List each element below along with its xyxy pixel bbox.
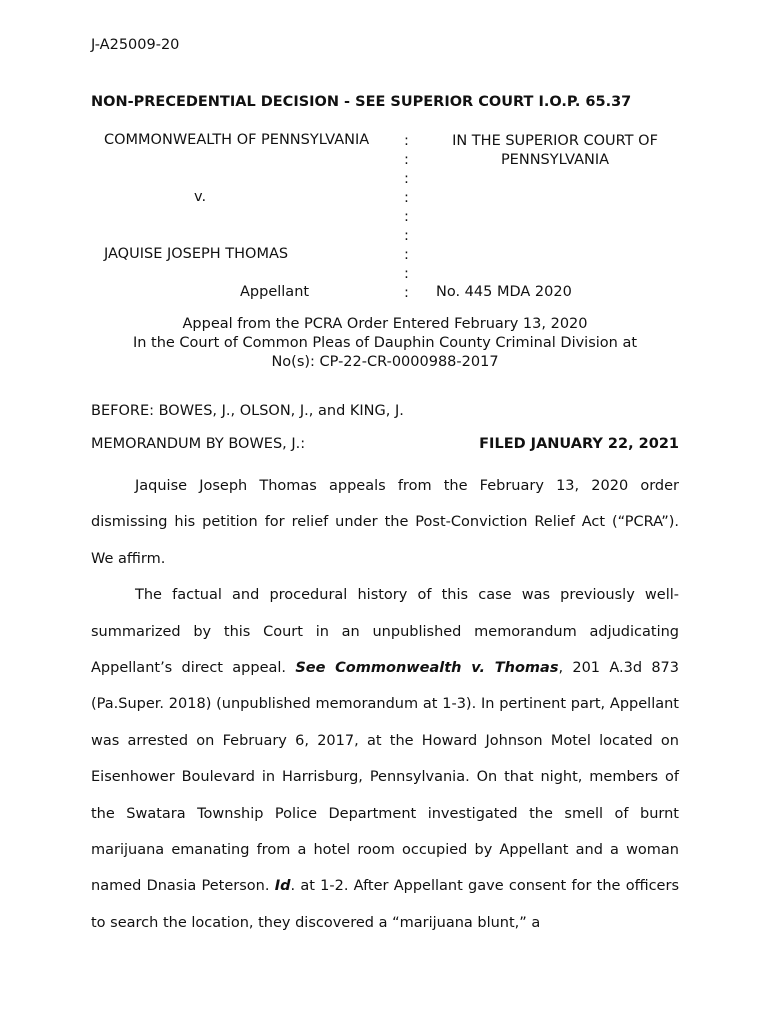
versus-label: v. <box>194 189 207 205</box>
appeal-line-1: Appeal from the PCRA Order Entered February 13, 2020 <box>182 316 588 332</box>
before-panel: BEFORE: BOWES, J., OLSON, J., and KING, J. <box>91 403 404 419</box>
paragraph-2-text-a: The factual and procedural history of this case was previously well-summarized by this Court in an unpublished memorandum adjudicating Appellant’s direct appeal. <box>91 587 679 677</box>
document-id: J-A25009-20 <box>91 37 180 53</box>
case-citation: See Commonwealth v. Thomas <box>295 660 559 677</box>
caption-divider: : : : : : : : : : <box>404 133 409 301</box>
opinion-body <box>91 468 679 941</box>
nonprecedential-notice: NON-PRECEDENTIAL DECISION - SEE SUPERIOR COURT I.O.P. 65.37 <box>91 94 632 110</box>
court-name: IN THE SUPERIOR COURT OF PENNSYLVANIA <box>452 133 658 168</box>
appeal-line-2: In the Court of Common Pleas of Dauphin County Criminal Division at <box>132 335 638 351</box>
filed-date: FILED JANUARY 22, 2021 <box>479 436 679 452</box>
id-citation: Id <box>274 878 291 895</box>
memorandum-author: MEMORANDUM BY BOWES, J.: <box>91 436 306 452</box>
defendant-name: JAQUISE JOSEPH THOMAS <box>104 246 289 262</box>
paragraph-2 <box>91 577 679 941</box>
appellant-label: Appellant <box>240 284 310 300</box>
docket-number: No. 445 MDA 2020 <box>436 284 572 300</box>
paragraph-1: Jaquise Joseph Thomas appeals from the February 13, 2020 order dismissing his petition for relief under the Post-Conviction Relief Act (“PCRA”). We affirm. <box>91 478 679 567</box>
paragraph-2-text-b: , 201 A.3d 873 (Pa.Super. 2018) (unpublished memorandum at 1-3). In pertinent part, Appellant was arrested on February 6, 2017, at the Howard Johnson Motel located on Eisenhower Boulevard in Harrisburg, Pennsylvania. On that night, members of the Swatara Township Police Department investigated the smell of burnt marijuana emanating from a hotel room occupied by Appellant and a woman named Dnasia Peterson. <box>91 660 680 895</box>
appeal-line-3: No(s): CP-22-CR-0000988-2017 <box>271 354 499 370</box>
plaintiff-name: COMMONWEALTH OF PENNSYLVANIA <box>104 132 370 148</box>
paragraph-2-text-c: . at 1-2. After Appellant gave consent for the officers to search the location, they discovered a “marijuana blunt,” a <box>91 878 679 931</box>
